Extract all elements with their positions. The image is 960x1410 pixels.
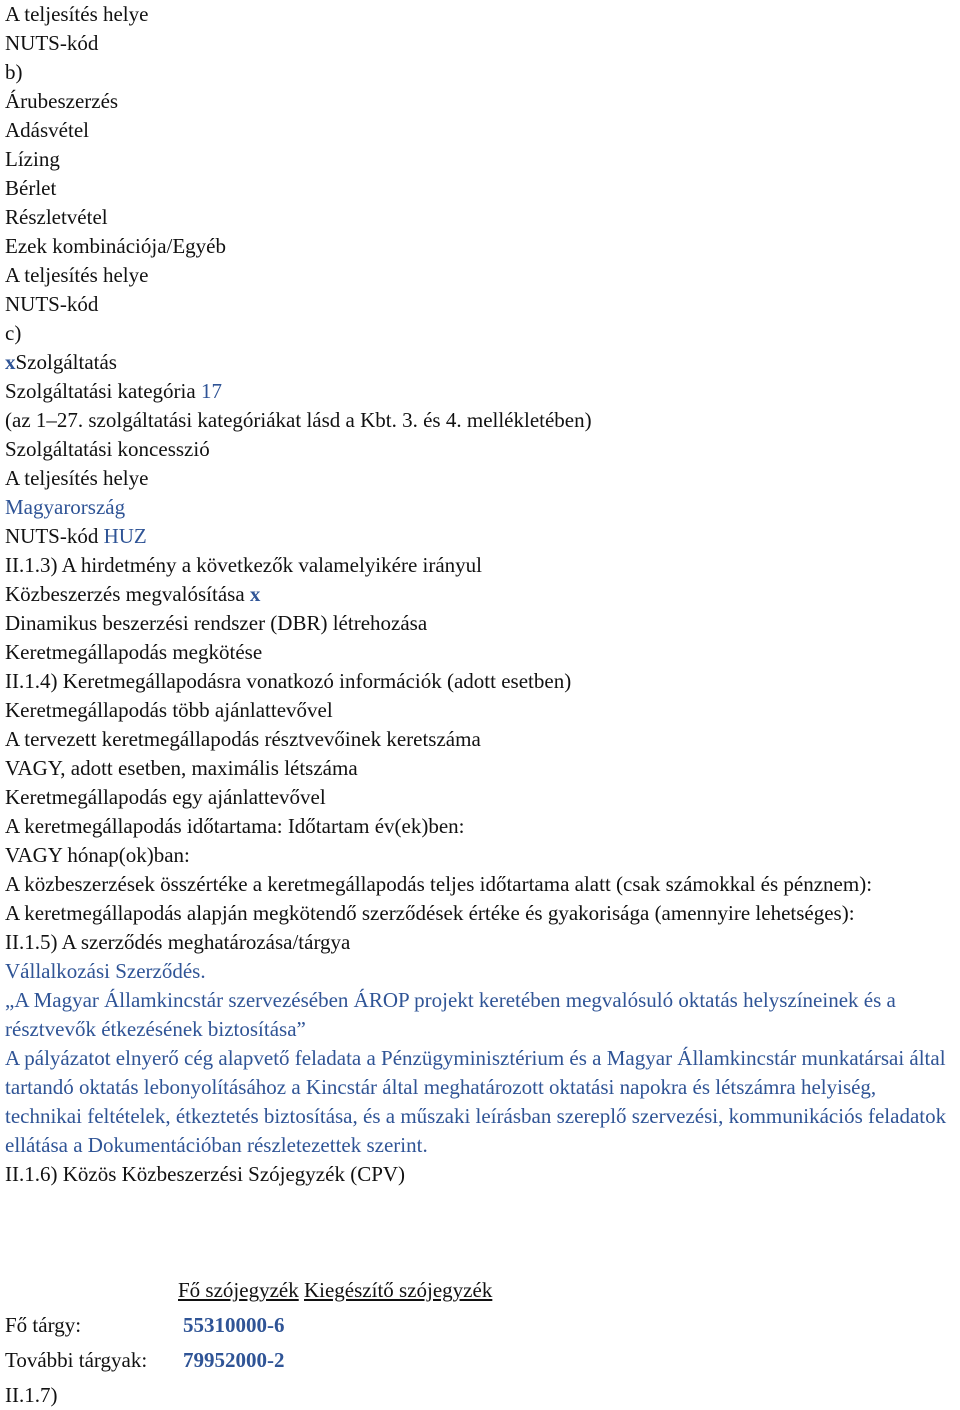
nuts-label: NUTS-kód: [5, 524, 99, 548]
cpv-header: [178, 1275, 492, 1305]
contract-value-text: A keretmegállapodás alapján megkötendő szerződések értéke és gyakorisága (amennyire lehetséges):: [5, 901, 855, 925]
service-concession: Szolgáltatási koncesszió: [5, 437, 210, 461]
service-option: [5, 348, 955, 377]
service-category-value: 17: [200, 379, 222, 403]
doc-line: Lízing: [5, 147, 60, 171]
contract-type: Vállalkozási Szerződés.: [5, 959, 206, 983]
doc-line: Keretmegállapodás több ajánlattevővel: [5, 698, 333, 722]
doc-line: b): [5, 60, 23, 84]
section-title-113: II.1.3) A hirdetmény a következők valamelyikére irányul: [5, 553, 483, 577]
place-value: Magyarország: [5, 495, 126, 519]
cpv-main-row: [5, 1310, 285, 1340]
cpv-additional-label: További tárgyak:: [5, 1348, 148, 1372]
doc-line: Árubeszerzés: [5, 89, 119, 113]
service-category-line: [5, 377, 955, 406]
section-title-115: II.1.5) A szerződés meghatározása/tárgya: [5, 930, 351, 954]
nuts-value: HUZ: [103, 524, 147, 548]
service-selected-mark: x: [5, 350, 16, 374]
doc-line: VAGY, adott esetben, maximális létszáma: [5, 756, 358, 780]
doc-line: VAGY hónap(ok)ban:: [5, 843, 190, 867]
section-title-117: II.1.7): [5, 1383, 58, 1407]
service-label: Szolgáltatás: [15, 350, 117, 374]
contract-subject: „A Magyar Államkincstár szervezésében ÁROP projekt keretében megvalósuló oktatás helyszíneinek és a résztvevők étkezésének biztosítása”: [5, 988, 896, 1041]
doc-line: A keretmegállapodás időtartama: Időtartam év(ek)ben:: [5, 814, 465, 838]
cpv-additional-row: [5, 1345, 285, 1375]
doc-line: NUTS-kód: [5, 31, 99, 55]
dbr-option: Dinamikus beszerzési rendszer (DBR) létrehozása: [5, 611, 428, 635]
doc-line: NUTS-kód: [5, 292, 99, 316]
doc-line: A teljesítés helye: [5, 263, 149, 287]
contract-description: A pályázatot elnyerő cég alapvető feladata a Pénzügyminisztérium és a Magyar Államkincstár munkatársai által tartandó oktatás lebonyolításához a Kincstár által meghatározott oktatási napokra és létszámra helyiség, technikai feltételek, étkeztetés biztosítása, és a műszaki leírásban szereplő szervezési, kommunikációs feladatok ellátása a Dokumentációban részletezettek szerint.: [5, 1046, 947, 1157]
doc-line: c): [5, 321, 22, 345]
cpv-main-label: Fő tárgy:: [5, 1313, 82, 1337]
service-category-note: (az 1–27. szolgáltatási kategóriákat lásd a Kbt. 3. és 4. mellékletében): [5, 408, 592, 432]
cpv-main-vocab-header: Fő szójegyzék: [178, 1278, 299, 1302]
service-category-label: Szolgáltatási kategória: [5, 379, 196, 403]
section-title-116: II.1.6) Közös Közbeszerzési Szójegyzék (CPV): [5, 1162, 406, 1186]
doc-line: Bérlet: [5, 176, 57, 200]
procurement-selected-mark: x: [249, 582, 261, 606]
cpv-main-code: 55310000-6: [183, 1313, 285, 1337]
doc-line: A teljesítés helye: [5, 2, 149, 26]
nuts-line: [5, 522, 955, 551]
doc-line: Részletvétel: [5, 205, 108, 229]
framework-option: Keretmegállapodás megkötése: [5, 640, 263, 664]
document-page: [5, 0, 955, 1189]
section-title-114: II.1.4) Keretmegállapodásra vonatkozó információk (adott esetben): [5, 669, 572, 693]
doc-line: Ezek kombinációja/Egyéb: [5, 234, 227, 258]
cpv-supp-vocab-header: Kiegészítő szójegyzék: [303, 1278, 493, 1302]
procurement-option: [5, 580, 955, 609]
place-label: A teljesítés helye: [5, 466, 149, 490]
doc-line: Adásvétel: [5, 118, 89, 142]
cpv-additional-code: 79952000-2: [183, 1348, 285, 1372]
procurement-label: Közbeszerzés megvalósítása: [5, 582, 245, 606]
doc-line: Keretmegállapodás egy ajánlattevővel: [5, 785, 326, 809]
total-value-text: A közbeszerzések összértéke a keretmegállapodás teljes időtartama alatt (csak számokkal és pénznem):: [5, 872, 873, 896]
doc-line: A tervezett keretmegállapodás résztvevőinek keretszáma: [5, 727, 481, 751]
